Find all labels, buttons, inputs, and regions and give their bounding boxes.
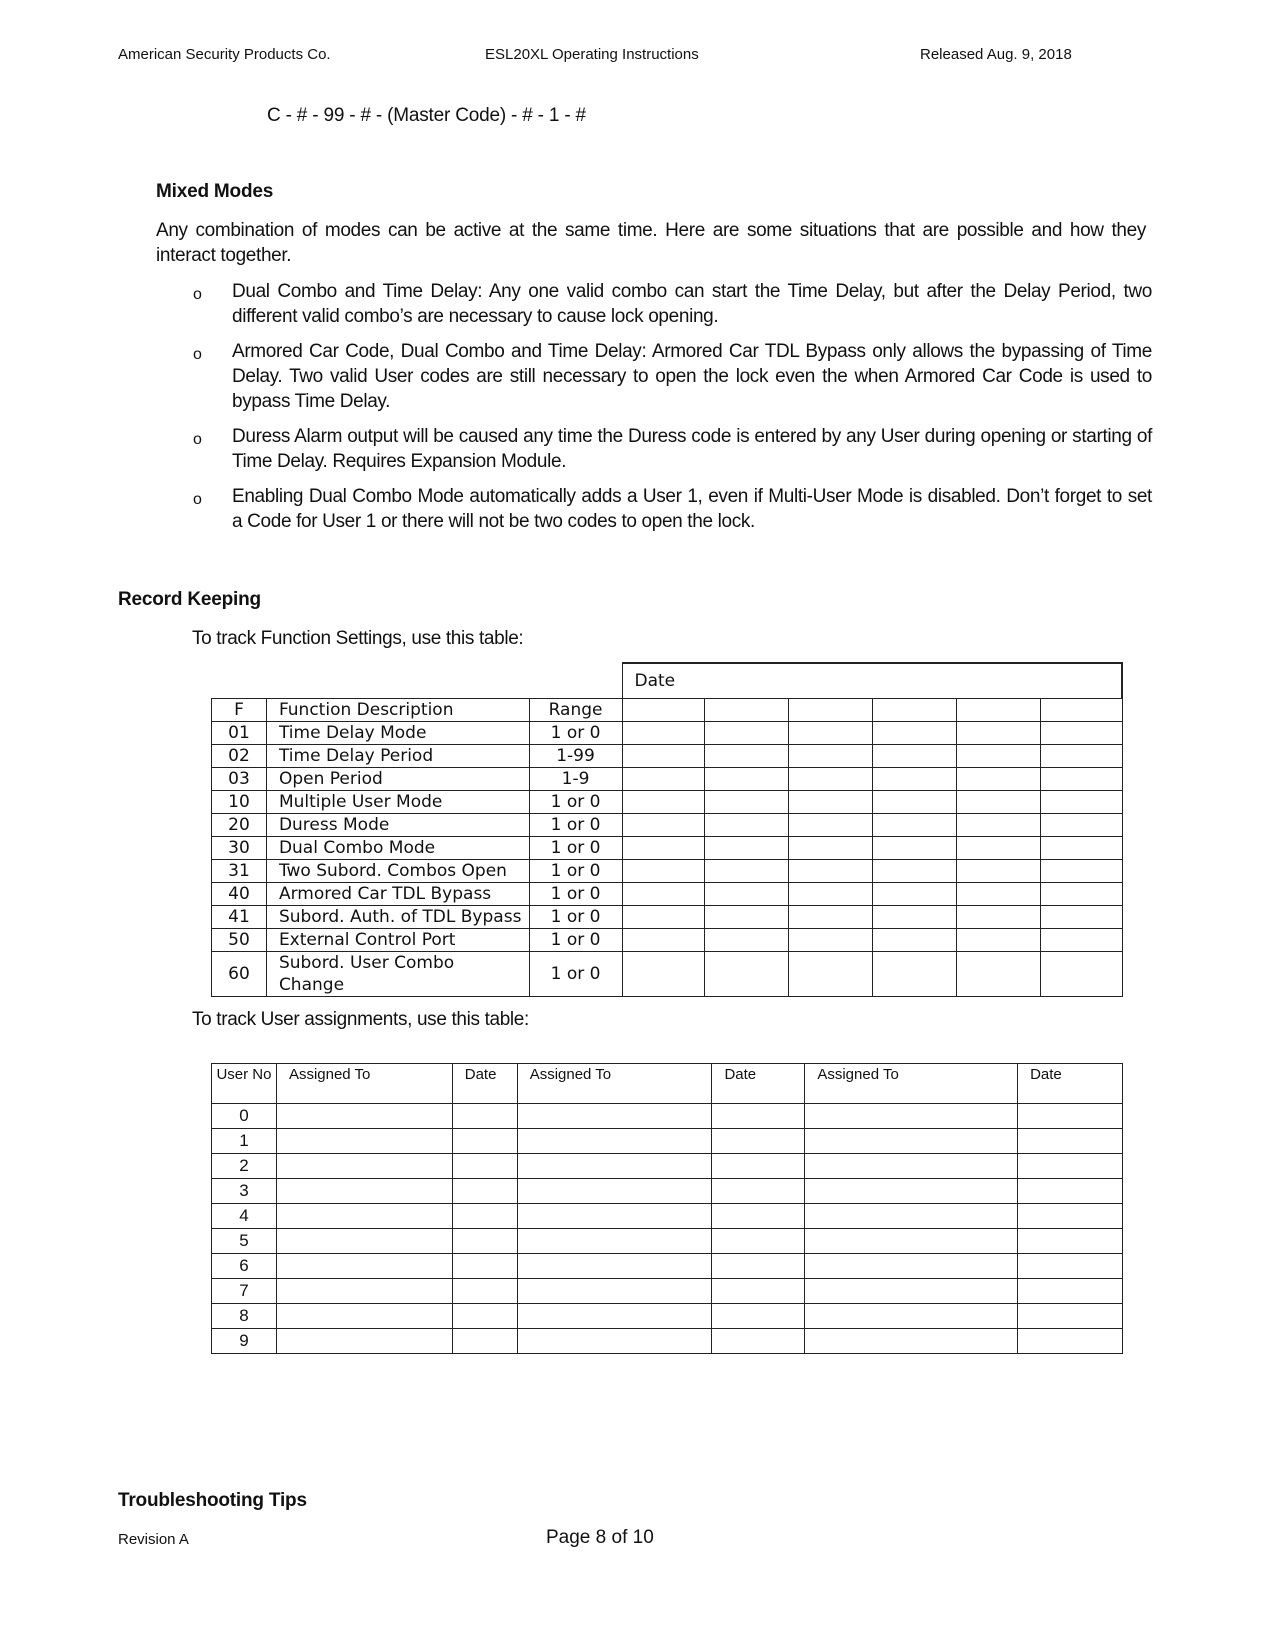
function-code-cell: 40: [212, 883, 267, 906]
column-header: F: [212, 699, 267, 722]
date-cell: [956, 768, 1040, 791]
function-code-cell: 60: [212, 952, 267, 997]
function-description-cell: Subord. User Combo Change: [266, 952, 529, 997]
date-cell: [622, 791, 705, 814]
date-cell: [452, 1254, 517, 1279]
date-cell: [872, 699, 956, 722]
date-cell: [872, 814, 956, 837]
function-code-cell: 10: [212, 791, 267, 814]
date-cell: [956, 883, 1040, 906]
column-header: Date: [712, 1064, 805, 1104]
column-header: Assigned To: [517, 1064, 712, 1104]
function-code-cell: 20: [212, 814, 267, 837]
function-description-cell: Two Subord. Combos Open: [266, 860, 529, 883]
table-row: [212, 906, 1123, 929]
date-cell: [622, 745, 705, 768]
function-description-cell: Time Delay Mode: [266, 722, 529, 745]
table-header-row: [212, 1064, 1123, 1104]
function-description-cell: Duress Mode: [266, 814, 529, 837]
date-cell: [872, 745, 956, 768]
troubleshooting-heading: Troubleshooting Tips: [118, 1490, 307, 1511]
date-cell: [1018, 1154, 1123, 1179]
header-release-date: Released Aug. 9, 2018: [920, 46, 1072, 63]
function-code-cell: 01: [212, 722, 267, 745]
function-range-cell: 1 or 0: [529, 883, 622, 906]
assigned-to-cell: [276, 1154, 452, 1179]
date-cell: [705, 906, 789, 929]
date-cell: [712, 1304, 805, 1329]
assigned-to-cell: [276, 1304, 452, 1329]
table-row: [212, 745, 1123, 768]
date-cell: [1018, 1229, 1123, 1254]
date-cell: [956, 837, 1040, 860]
column-header: Date: [1018, 1064, 1123, 1104]
table-row: [212, 791, 1123, 814]
date-cell: [956, 906, 1040, 929]
assigned-to-cell: [805, 1329, 1018, 1354]
date-cell: [452, 1304, 517, 1329]
table-row: [212, 663, 1123, 699]
function-description-cell: Multiple User Mode: [266, 791, 529, 814]
date-cell: [622, 768, 705, 791]
date-cell: [1018, 1304, 1123, 1329]
table-row: [212, 952, 1123, 997]
bullet-item: Dual Combo and Time Delay: Any one valid combo can start the Time Delay, but after the Delay Period, two different valid combo’s are necessary to cause lock opening.: [232, 281, 1152, 327]
function-range-cell: 1-99: [529, 745, 622, 768]
user-assignments-table: [211, 1063, 1123, 1354]
function-range-cell: 1 or 0: [529, 722, 622, 745]
date-cell: [872, 883, 956, 906]
date-cell: [705, 837, 789, 860]
date-cell: [872, 837, 956, 860]
date-cell: [872, 860, 956, 883]
date-cell: [789, 860, 873, 883]
assigned-to-cell: [805, 1129, 1018, 1154]
header-doc-title: ESL20XL Operating Instructions: [485, 46, 699, 63]
assigned-to-cell: [805, 1179, 1018, 1204]
assigned-to-cell: [805, 1204, 1018, 1229]
date-cell: [1040, 791, 1122, 814]
table-row: [212, 883, 1123, 906]
date-cell: [712, 1329, 805, 1354]
table-row: [212, 1229, 1123, 1254]
master-code-sequence: C - # - 99 - # - (Master Code) - # - 1 - #: [267, 105, 586, 126]
date-cell: [1040, 745, 1122, 768]
date-cell: [622, 699, 705, 722]
bullet-marker: o: [193, 491, 202, 508]
user-number-cell: 2: [212, 1154, 277, 1179]
column-header: Assigned To: [276, 1064, 452, 1104]
bullet-item: Duress Alarm output will be caused any time the Duress code is entered by any User during opening or starting of Time Delay. Requires Expansion Module.: [232, 426, 1152, 472]
date-cell: [956, 952, 1040, 997]
date-cell: [705, 768, 789, 791]
date-cell: [452, 1229, 517, 1254]
function-code-cell: 30: [212, 837, 267, 860]
date-cell: [1040, 699, 1122, 722]
user-number-cell: 3: [212, 1179, 277, 1204]
assigned-to-cell: [517, 1279, 712, 1304]
table-row: [212, 814, 1123, 837]
header-company: American Security Products Co.: [118, 46, 331, 63]
date-cell: [712, 1204, 805, 1229]
date-cell: [956, 722, 1040, 745]
date-cell: [705, 952, 789, 997]
function-range-cell: 1 or 0: [529, 837, 622, 860]
table-row: [212, 768, 1123, 791]
date-cell: [789, 952, 873, 997]
function-description-cell: Time Delay Period: [266, 745, 529, 768]
bullet-item: Enabling Dual Combo Mode automatically adds a User 1, even if Multi-User Mode is disabled. Don’t forget to set a Code for User 1 or there will not be two codes to open the lock.: [232, 486, 1152, 532]
date-cell: [956, 814, 1040, 837]
assigned-to-cell: [517, 1304, 712, 1329]
table-row: [212, 929, 1123, 952]
date-cell: [705, 745, 789, 768]
assigned-to-cell: [805, 1154, 1018, 1179]
date-cell: [452, 1204, 517, 1229]
assigned-to-cell: [276, 1254, 452, 1279]
date-cell: [712, 1154, 805, 1179]
date-cell: [712, 1104, 805, 1129]
table-row: [212, 837, 1123, 860]
user-number-cell: 4: [212, 1204, 277, 1229]
date-cell: [1040, 722, 1122, 745]
column-header: Assigned To: [805, 1064, 1018, 1104]
date-cell: [622, 883, 705, 906]
assigned-to-cell: [276, 1104, 452, 1129]
assigned-to-cell: [517, 1204, 712, 1229]
date-cell: [705, 929, 789, 952]
date-cell: [1040, 883, 1122, 906]
date-cell: [956, 699, 1040, 722]
date-cell: [872, 952, 956, 997]
user-number-cell: 0: [212, 1104, 277, 1129]
date-cell: [1018, 1204, 1123, 1229]
date-cell: [712, 1254, 805, 1279]
date-cell: [1040, 814, 1122, 837]
function-description-cell: External Control Port: [266, 929, 529, 952]
function-range-cell: 1-9: [529, 768, 622, 791]
bullet-marker: o: [193, 286, 202, 303]
table-row: [212, 1154, 1123, 1179]
assigned-to-cell: [517, 1229, 712, 1254]
date-cell: [956, 929, 1040, 952]
function-table-body: [212, 722, 1123, 997]
user-number-cell: 1: [212, 1129, 277, 1154]
function-range-cell: 1 or 0: [529, 929, 622, 952]
date-cell: [1040, 929, 1122, 952]
date-cell: [789, 722, 873, 745]
bullet-marker: o: [193, 346, 202, 363]
table-row: [212, 722, 1123, 745]
date-cell: [789, 837, 873, 860]
date-cell: [622, 906, 705, 929]
column-header: Date: [452, 1064, 517, 1104]
date-cell: [872, 906, 956, 929]
date-cell: [622, 952, 705, 997]
date-cell: [622, 837, 705, 860]
assigned-to-cell: [276, 1204, 452, 1229]
assigned-to-cell: [517, 1129, 712, 1154]
date-cell: [1018, 1329, 1123, 1354]
function-table-intro: To track Function Settings, use this table:: [192, 628, 524, 649]
footer-page-number: Page 8 of 10: [546, 1527, 654, 1548]
date-cell: [452, 1179, 517, 1204]
assigned-to-cell: [805, 1104, 1018, 1129]
table-row: [212, 1204, 1123, 1229]
date-cell: [712, 1279, 805, 1304]
table-header-row: [212, 699, 1123, 722]
mixed-modes-intro: Any combination of modes can be active at the same time. Here are some situations that are possible and how they interact together.: [156, 220, 1146, 266]
table-row: [212, 1304, 1123, 1329]
table-row: [212, 1129, 1123, 1154]
assigned-to-cell: [805, 1254, 1018, 1279]
user-number-cell: 6: [212, 1254, 277, 1279]
table-row: [212, 860, 1123, 883]
assigned-to-cell: [276, 1229, 452, 1254]
date-cell: [1040, 837, 1122, 860]
assigned-to-cell: [517, 1154, 712, 1179]
assigned-to-cell: [276, 1279, 452, 1304]
date-cell: [622, 722, 705, 745]
date-cell: [789, 814, 873, 837]
function-range-cell: 1 or 0: [529, 860, 622, 883]
date-cell: [705, 722, 789, 745]
function-code-cell: 41: [212, 906, 267, 929]
date-cell: [705, 814, 789, 837]
user-table-intro: To track User assignments, use this table:: [192, 1009, 529, 1030]
date-cell: [1040, 952, 1122, 997]
date-cell: [1018, 1179, 1123, 1204]
date-cell: [1040, 768, 1122, 791]
date-cell: [956, 860, 1040, 883]
assigned-to-cell: [517, 1179, 712, 1204]
table-row: [212, 1254, 1123, 1279]
date-cell: [1018, 1254, 1123, 1279]
date-cell: [789, 699, 873, 722]
record-keeping-heading: Record Keeping: [118, 589, 261, 610]
date-cell: [452, 1129, 517, 1154]
column-header: Function Description: [266, 699, 529, 722]
table-row: [212, 1179, 1123, 1204]
function-code-cell: 02: [212, 745, 267, 768]
date-cell: [789, 906, 873, 929]
function-settings-table: [211, 662, 1123, 997]
date-cell: [872, 791, 956, 814]
function-range-cell: 1 or 0: [529, 791, 622, 814]
date-cell: [1018, 1279, 1123, 1304]
assigned-to-cell: [517, 1254, 712, 1279]
date-cell: [789, 768, 873, 791]
function-code-cell: 31: [212, 860, 267, 883]
date-cell: [705, 791, 789, 814]
date-cell: [452, 1154, 517, 1179]
date-cell: [1040, 906, 1122, 929]
user-number-cell: 9: [212, 1329, 277, 1354]
date-cell: [789, 883, 873, 906]
table-row: [212, 1329, 1123, 1354]
bullet-marker: o: [193, 431, 202, 448]
mixed-modes-heading: Mixed Modes: [156, 181, 274, 202]
function-code-cell: 50: [212, 929, 267, 952]
date-cell: [872, 768, 956, 791]
date-cell: [956, 745, 1040, 768]
table-row: [212, 1104, 1123, 1129]
date-cell: [622, 929, 705, 952]
assigned-to-cell: [276, 1129, 452, 1154]
function-description-cell: Armored Car TDL Bypass: [266, 883, 529, 906]
column-header: Range: [529, 699, 622, 722]
user-number-cell: 8: [212, 1304, 277, 1329]
date-cell: [452, 1329, 517, 1354]
date-cell: [705, 860, 789, 883]
date-cell: [789, 929, 873, 952]
assigned-to-cell: [276, 1329, 452, 1354]
date-cell: [712, 1179, 805, 1204]
function-range-cell: 1 or 0: [529, 952, 622, 997]
table-row: [212, 1279, 1123, 1304]
assigned-to-cell: [517, 1329, 712, 1354]
date-cell: [956, 791, 1040, 814]
date-column-header: Date: [622, 663, 1122, 699]
date-cell: [872, 722, 956, 745]
bullet-item: Armored Car Code, Dual Combo and Time Delay: Armored Car TDL Bypass only allows the bypassing of Time Delay. Two valid User codes are still necessary to open the lock even the when Armored Car Code is used to bypass Time Delay.: [232, 341, 1152, 412]
date-cell: [705, 699, 789, 722]
footer-revision: Revision A: [118, 1531, 189, 1548]
assigned-to-cell: [276, 1179, 452, 1204]
column-header: User No: [212, 1064, 277, 1104]
assigned-to-cell: [805, 1279, 1018, 1304]
user-number-cell: 7: [212, 1279, 277, 1304]
user-number-cell: 5: [212, 1229, 277, 1254]
function-range-cell: 1 or 0: [529, 906, 622, 929]
date-cell: [622, 860, 705, 883]
date-cell: [1040, 860, 1122, 883]
user-table-body: [212, 1104, 1123, 1354]
date-cell: [712, 1229, 805, 1254]
function-description-cell: Open Period: [266, 768, 529, 791]
date-cell: [705, 883, 789, 906]
function-range-cell: 1 or 0: [529, 814, 622, 837]
date-cell: [622, 814, 705, 837]
assigned-to-cell: [517, 1104, 712, 1129]
function-code-cell: 03: [212, 768, 267, 791]
date-cell: [1018, 1104, 1123, 1129]
date-cell: [1018, 1129, 1123, 1154]
date-cell: [789, 791, 873, 814]
function-description-cell: Dual Combo Mode: [266, 837, 529, 860]
assigned-to-cell: [805, 1229, 1018, 1254]
date-cell: [452, 1104, 517, 1129]
date-cell: [452, 1279, 517, 1304]
function-description-cell: Subord. Auth. of TDL Bypass: [266, 906, 529, 929]
date-cell: [789, 745, 873, 768]
table-cell: [212, 663, 623, 699]
date-cell: [712, 1129, 805, 1154]
date-cell: [872, 929, 956, 952]
assigned-to-cell: [805, 1304, 1018, 1329]
